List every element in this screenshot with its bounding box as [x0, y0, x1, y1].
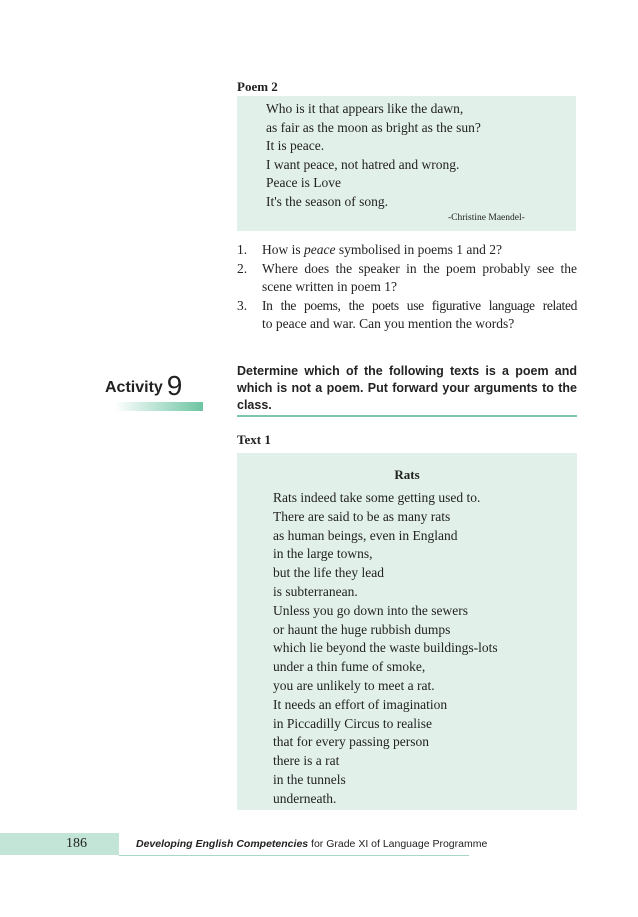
text-line: but the life they lead	[273, 565, 384, 581]
text-line: there is a rat	[273, 753, 340, 769]
text-line: or haunt the huge rubbish dumps	[273, 621, 451, 637]
question-number: 3.	[237, 297, 248, 313]
poem-line: as fair as the moon as bright as the sun?	[266, 119, 481, 135]
poem2-heading: Poem 2	[237, 79, 278, 94]
poem2-text	[266, 100, 481, 212]
text-line: There are said to be as many rats	[273, 508, 451, 524]
footer-rule	[119, 855, 469, 856]
question-item	[237, 260, 577, 297]
footer-page-tab	[0, 833, 119, 855]
text-line: in the large towns,	[273, 546, 373, 562]
text-line: you are unlikely to meet a rat.	[273, 677, 435, 693]
question-item	[237, 297, 577, 334]
question-line: scene written in poem 1?	[262, 279, 397, 294]
footer-title-bold: Developing English Competencies	[136, 838, 309, 850]
question-line: In the poems, the poets use figurative language related	[262, 297, 577, 313]
text-line: Unless you go down into the sewers	[273, 602, 468, 618]
question-text	[262, 241, 577, 260]
question-list	[237, 241, 577, 334]
text1-title: Rats	[394, 467, 420, 482]
text1-heading: Text 1	[237, 432, 271, 447]
text-line: as human beings, even in England	[273, 527, 458, 543]
activity-word: Activity	[105, 379, 163, 396]
activity-number: 9	[166, 370, 183, 401]
poem-line: It is peace.	[266, 138, 325, 154]
divider	[237, 415, 577, 417]
footer-title	[136, 838, 487, 850]
activity-label	[105, 367, 182, 399]
text-line: under a thin fume of smoke,	[273, 659, 426, 675]
question-line: to peace and war. Can you mention the words?	[262, 316, 515, 331]
question-text	[262, 297, 577, 334]
text1-body	[273, 489, 498, 809]
question-number: 1.	[237, 242, 248, 257]
poem-line: Who is it that appears like the dawn,	[266, 101, 464, 116]
text-line: Rats indeed take some getting used to.	[273, 490, 481, 505]
footer-title-rest: for Grade XI of Language Programme	[308, 838, 488, 850]
poem-line: I want peace, not hatred and wrong.	[266, 156, 460, 172]
poem-line: It's the season of song.	[266, 193, 389, 209]
text-line: in Piccadilly Circus to realise	[273, 715, 432, 731]
question-text-part: symbolised in poems 1 and 2?	[335, 242, 502, 257]
question-text-part: How is	[262, 242, 305, 257]
question-line: Where does the speaker in the poem probably see the	[262, 260, 577, 276]
text-line: in the tunnels	[273, 771, 346, 787]
question-text	[262, 260, 577, 297]
question-number: 2.	[237, 260, 248, 276]
text-line: which lie beyond the waste buildings-lots	[273, 640, 498, 656]
text-line: underneath.	[273, 790, 337, 806]
activity-accent-bar	[95, 402, 203, 411]
activity-instruction: Determine which of the following texts is a poem and which is not a poem. Put forward your arguments to the class.	[237, 364, 577, 412]
poem-line: Peace is Love	[266, 175, 341, 191]
poem2-author: -Christine Maendel-	[448, 213, 525, 223]
text-line: is subterranean.	[273, 583, 358, 599]
text-line: that for every passing person	[273, 734, 429, 750]
question-emphasis: peace	[304, 242, 336, 257]
question-item	[237, 241, 577, 260]
text-line: It needs an effort of imagination	[273, 696, 448, 712]
page-number: 186	[66, 836, 87, 851]
